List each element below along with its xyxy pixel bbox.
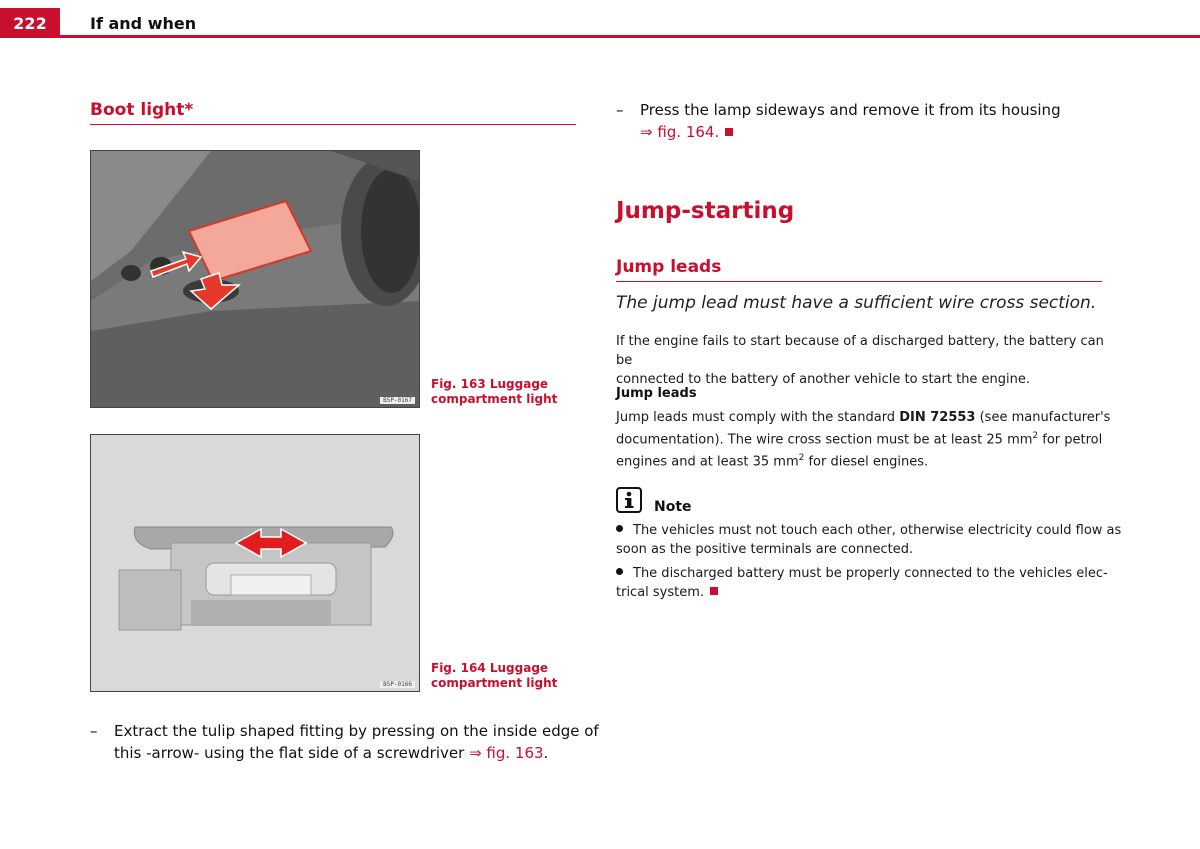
figure-163-image [90, 150, 420, 408]
text: (see manufacturer's [975, 410, 1111, 425]
page-header-title: If and when [90, 14, 197, 33]
step-text [114, 720, 599, 764]
header-rule [60, 35, 1200, 38]
note-bullet-1 [616, 521, 1122, 559]
paragraph-din-standard [616, 408, 1111, 472]
end-marker-icon [710, 587, 718, 595]
text: The vehicles must not touch each other, otherwise electricity could flow as [633, 523, 1122, 538]
din-standard: DIN 72553 [899, 410, 976, 425]
text: for petrol [1038, 432, 1103, 448]
figure-code: B5P-0167 [380, 397, 415, 404]
step-dash: – [90, 722, 98, 740]
luggage-light-illustration-163 [91, 151, 419, 407]
bullet-line [616, 564, 1106, 583]
paragraph-discharged-battery [616, 332, 1104, 389]
section-intro: The jump lead must have a sufficient wire cross section. [616, 293, 1097, 313]
step-end: . [543, 744, 549, 762]
fig-164-link[interactable]: ⇒ fig. 164. [640, 123, 720, 141]
para-line [616, 449, 1111, 471]
text: trical system. [616, 585, 705, 600]
figure-164-image [90, 434, 420, 692]
text: Jump leads must comply with the standard [616, 410, 900, 425]
section-title-boot-light: Boot light* [90, 100, 194, 120]
figure-163-caption [431, 377, 571, 407]
step-line: Extract the tulip shaped fitting by pressing on the inside edge of [114, 722, 599, 740]
text: engines and at least 35 mm [616, 454, 799, 470]
step-extract-fitting [90, 720, 599, 766]
fig-163-link[interactable]: ⇒ fig. 163 [469, 744, 544, 762]
subhead-jump-leads: Jump leads [616, 386, 697, 401]
step-dash: – [616, 101, 624, 119]
section-title-jump-leads: Jump leads [616, 257, 722, 277]
step-text [640, 99, 1061, 143]
para-line [616, 408, 1111, 427]
step-line: this -arrow- using the flat side of a screwdriver [114, 744, 470, 762]
section-rule [90, 124, 576, 125]
para-line [616, 427, 1111, 449]
text: The discharged battery must be properly connected to the vehicles elec- [633, 566, 1108, 581]
superscript: 2 [798, 453, 805, 464]
section-rule [616, 281, 1102, 282]
bullet-dot-icon [616, 525, 623, 532]
superscript: 2 [1032, 431, 1039, 441]
bullet-line: soon as the positive terminals are connected. [616, 542, 914, 557]
end-marker-icon [725, 128, 733, 136]
note-label: Note [654, 499, 692, 515]
bullet-line [616, 521, 1122, 540]
page-header [0, 0, 1200, 38]
caption-line: compartment light [431, 392, 558, 406]
text: for diesel engines. [804, 454, 929, 470]
note-info-icon [616, 487, 642, 513]
chapter-title-jump-starting: Jump-starting [616, 198, 795, 224]
bullet-line [616, 583, 1106, 602]
caption-line: compartment light [431, 676, 558, 690]
text: documentation). The wire cross section must be at least 25 mm [616, 432, 1033, 448]
bullet-dot-icon [616, 568, 623, 575]
para-line: connected to the battery of another vehicle to start the engine. [616, 372, 1031, 387]
figure-code: B5P-0166 [380, 681, 415, 688]
figure-164-caption [431, 661, 571, 691]
para-line: If the engine fails to start because of a discharged battery, the battery can be [616, 334, 1104, 368]
lamp-removal-illustration-164 [91, 435, 419, 691]
step-line: Press the lamp sideways and remove it from its housing [640, 101, 1061, 119]
step-press-lamp [616, 99, 1116, 145]
caption-line: Fig. 164 Luggage [431, 661, 549, 675]
caption-line: Fig. 163 Luggage [431, 377, 549, 391]
page-number: 222 [0, 8, 60, 38]
note-bullet-2 [616, 564, 1106, 602]
